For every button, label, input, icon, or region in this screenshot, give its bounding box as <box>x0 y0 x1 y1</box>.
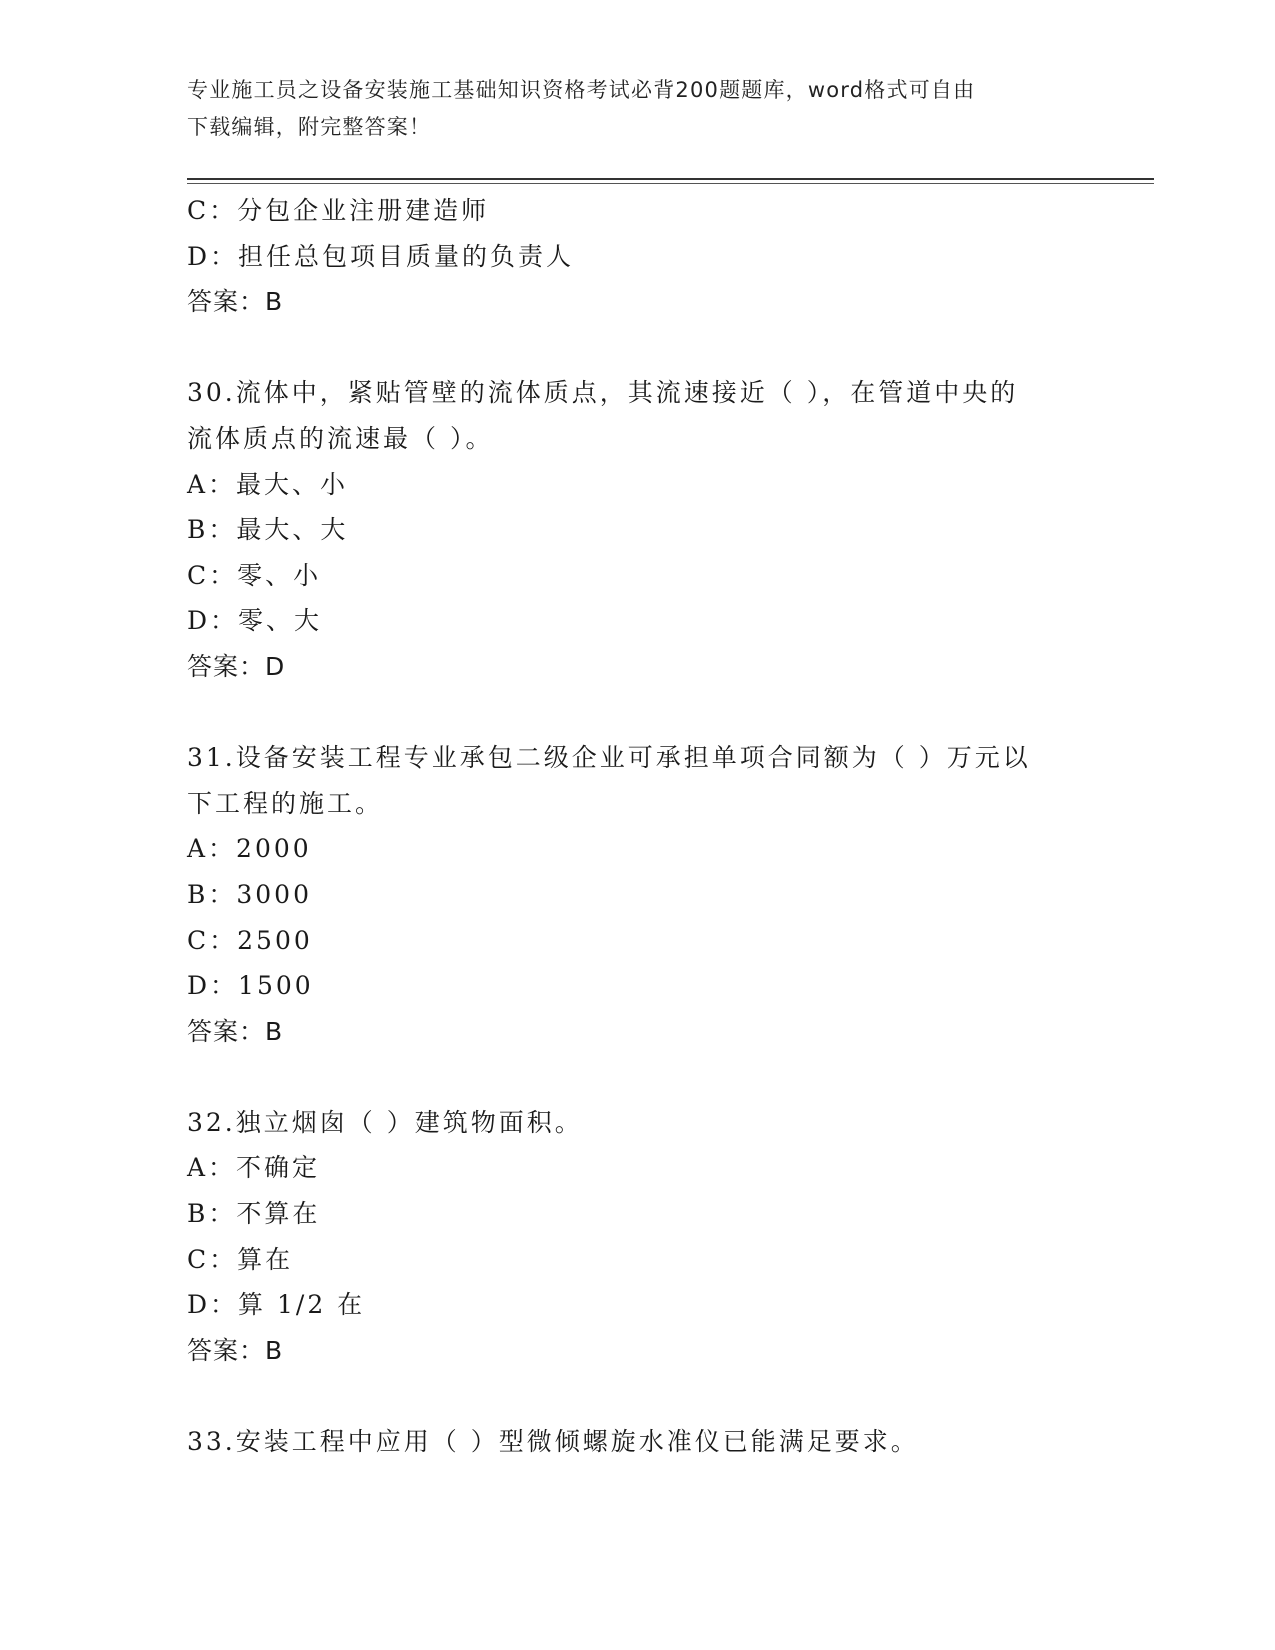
question-text: 33.安装工程中应用（ ）型微倾螺旋水准仪已能满足要求。 <box>187 1427 919 1457</box>
question-33 <box>187 1419 1067 1465</box>
option-d: D：零、大 <box>187 606 323 636</box>
question-text: 32.独立烟囱（ ）建筑物面积。 <box>187 1107 583 1137</box>
document-header <box>187 72 1067 146</box>
option-c: C：零、小 <box>187 560 322 590</box>
question-30 <box>187 370 1067 689</box>
option-a: A：最大、小 <box>187 469 349 499</box>
option-b: B：不算在 <box>187 1199 321 1229</box>
option-b: B：最大、大 <box>187 515 349 545</box>
question-list <box>187 188 1067 1465</box>
option-a: A：2000 <box>187 834 312 864</box>
header-line-2: 下载编辑，附完整答案！ <box>187 115 432 139</box>
option-c: C：分包企业注册建造师 <box>187 196 490 225</box>
header-line-1: 专业施工员之设备安装施工基础知识资格考试必背200题题库，word格式可自由 <box>187 78 976 102</box>
question-32 <box>187 1100 1067 1374</box>
answer-line: 答案：B <box>187 1016 284 1046</box>
header-divider-thin <box>187 183 1154 184</box>
option-b: B：3000 <box>187 879 312 909</box>
question-31 <box>187 735 1067 1054</box>
option-c: C：算在 <box>187 1244 294 1274</box>
option-c: C：2500 <box>187 925 313 955</box>
answer-line: 答案：D <box>187 651 286 681</box>
question-29-tail <box>187 188 1067 325</box>
option-d: D：算 1/2 在 <box>187 1290 366 1320</box>
answer-line: 答案：B <box>187 287 284 317</box>
option-d: D：担任总包项目质量的负责人 <box>187 241 575 271</box>
header-divider-thick <box>187 178 1154 180</box>
question-text: 30.流体中，紧贴管壁的流体质点，其流速接近（ ），在管道中央的 <box>187 378 1019 408</box>
option-d: D：1500 <box>187 971 314 1001</box>
question-text-continued: 流体质点的流速最（ ）。 <box>187 423 494 453</box>
answer-line: 答案：B <box>187 1335 284 1365</box>
question-text-continued: 下工程的施工。 <box>187 788 384 818</box>
question-text: 31.设备安装工程专业承包二级企业可承担单项合同额为（ ）万元以 <box>187 743 1031 773</box>
option-a: A：不确定 <box>187 1153 321 1183</box>
